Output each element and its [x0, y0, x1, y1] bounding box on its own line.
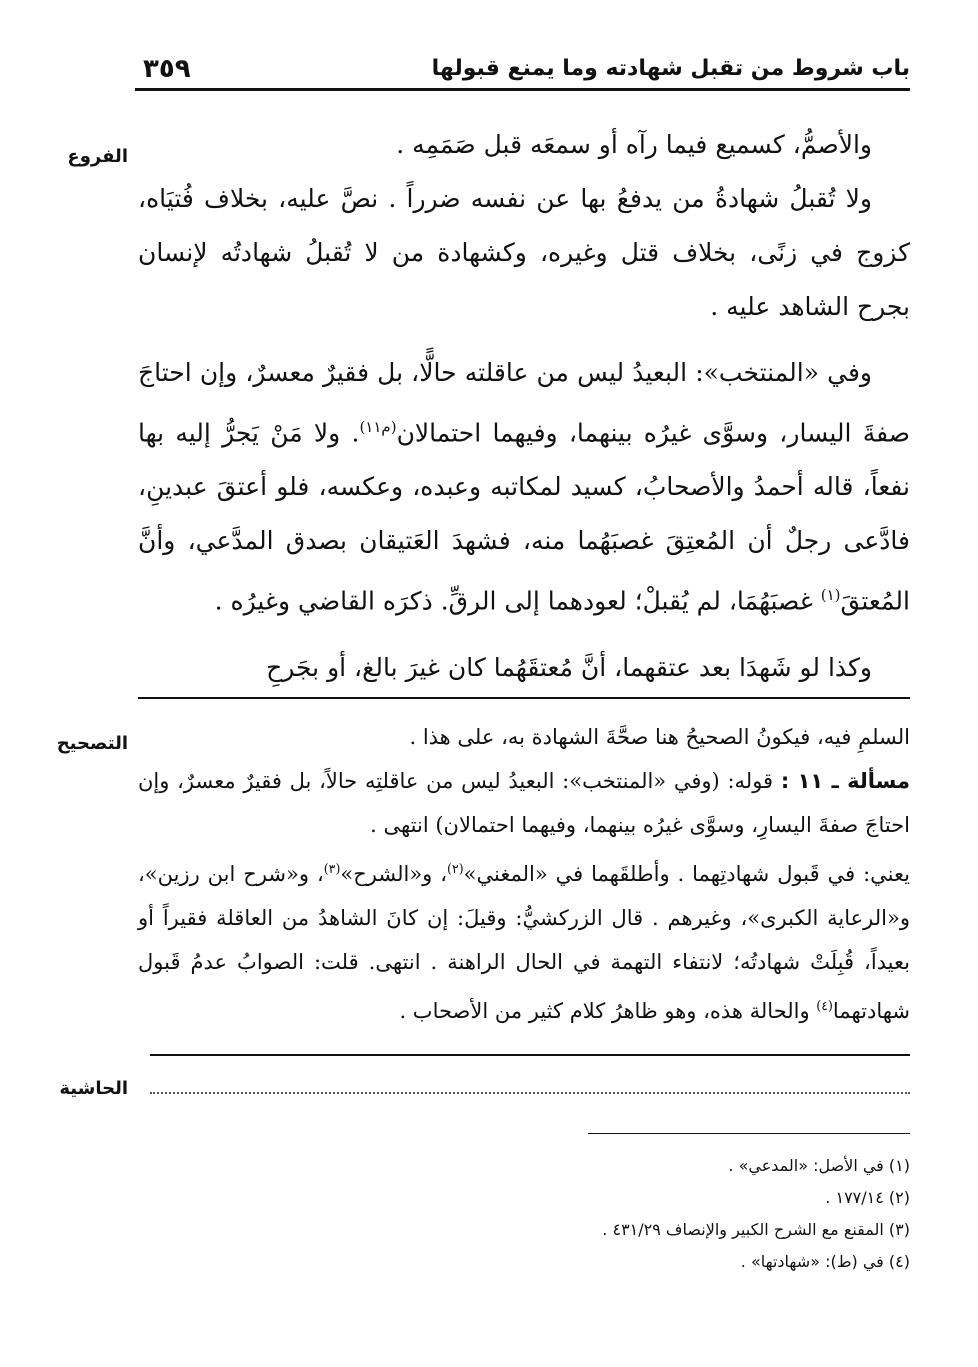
footnote-rule	[588, 1133, 910, 1134]
issue-heading: مسألة ـ ١١ :	[780, 769, 910, 793]
tashih-text: يعني: في قَبول شهادتِهما . وأطلقَهما في «المغني»	[463, 862, 910, 886]
running-header	[135, 52, 910, 91]
footnote-ref: (م١١)	[359, 418, 397, 436]
tashih-paragraph-3	[138, 847, 910, 1033]
furu-paragraph-2: ولا تُقبلُ شهادةُ من يدفعُ بها عن نفسه ضرراً . نصَّ عليه، بخلاف فُتيَاه، كزوج في زنًى، بخلاف قتل وغيره، وكشهادة من لا تُقبلُ شهادتُه لإنسان بجرح الشاهد عليه .	[138, 184, 910, 321]
furu-text: . ولا مَنْ يَجرُّ إليه بها نفعاً، قاله أحمدُ والأصحابُ، كسيد لمكاتبه وعبده، وعكسه، فلو أعتقَ عبدينِ، فادَّعى رجلٌ أن المُعتِقَ غصبَهُما منه، فشهدَ العَتيقان بصدق المدَّعي، وأنَّ المُعتقَ	[138, 418, 910, 616]
furu-section	[138, 118, 910, 695]
furu-text: غصبَهُمَا، لم يُقبلْ؛ لعودهما إلى الرقِّ. ذكرَه القاضي وغيرُه .	[214, 586, 821, 616]
tashih-text: قوله: (وفي «المنتخب»: البعيدُ ليس من عاقلتِه حالاً، بل فقيرٌ معسرٌ، وإن احتاجَ صفةَ اليسارِ، وسوَّى غيرُه بينهما، وفيهما احتمالان) انتهى .	[138, 769, 910, 837]
tashih-section	[138, 715, 910, 1033]
footnote-ref: (٣)	[323, 861, 341, 876]
footnote-ref: (٢)	[447, 861, 464, 876]
tashih-text: ، و«الشرح»	[340, 862, 448, 886]
footnote-ref: (١)	[820, 586, 841, 605]
footnote-2: (٢) ١٧٧/١٤ .	[825, 1188, 910, 1207]
label-hashiya: الحاشية	[59, 1078, 128, 1099]
footnotes	[300, 1150, 910, 1278]
furu-paragraph-4: وكذا لو شَهدَا بعد عتقهما، أنَّ مُعتقَهُما كان غيرَ بالغ، أو بجَرحِ	[266, 652, 872, 682]
hashiya-dotted-line	[150, 1092, 910, 1094]
page-number: ٣٥٩	[143, 54, 191, 84]
furu-text: وفي «المنتخب»: البعيدُ ليس من عاقلته حالًّا، بل فقيرٌ معسرٌ، وإن احتاجَ صفةَ اليسار، وسوَّى غيرُه بينهما، وفيهما احتمالان	[138, 358, 911, 448]
label-tashih: التصحيح	[56, 733, 128, 754]
footnote-4: (٤) في (ط): «شهادتها» .	[740, 1252, 910, 1271]
section-divider	[150, 1054, 910, 1056]
tashih-paragraph-1: السلمِ فيه، فيكونُ الصحيحُ هنا صحَّةَ الشهادة به، على هذا .	[409, 725, 910, 749]
footnote-ref: (٤)	[816, 998, 833, 1013]
furu-paragraph-3	[138, 346, 910, 629]
section-divider	[138, 697, 910, 699]
furu-paragraph-1: والأصمُّ، كسميع فيما رآه أو سمعَه قبل صَمَمِه .	[396, 130, 872, 159]
chapter-title: باب شروط من تقبل شهادته وما يمنع قبولها	[431, 56, 910, 81]
footnote-1: (١) في الأصل: «المدعي» .	[728, 1156, 910, 1175]
tashih-text: والحالة هذه، وهو ظاهرُ كلام كثير من الأصحاب .	[399, 999, 817, 1023]
tashih-paragraph-2	[138, 759, 910, 847]
footnote-3: (٣) المقنع مع الشرح الكبير والإنصاف ٤٣١/٢٩ .	[602, 1220, 910, 1239]
label-furu: الفروع	[67, 146, 128, 167]
tashih-text: ، و«شرح ابن رزين»، و«الرعاية الكبرى»، وغيرهم . قال الزركشيُّ: وقيلَ: إن كانَ الشاهدُ من العاقلة فقيراً أو بعيداً، قُبِلَتْ شهادتُه؛ لانتفاء التهمة في الحال الراهنة . انتهى. قلت: الصوابُ عدمُ قَبول شهادتهما	[138, 862, 910, 1023]
